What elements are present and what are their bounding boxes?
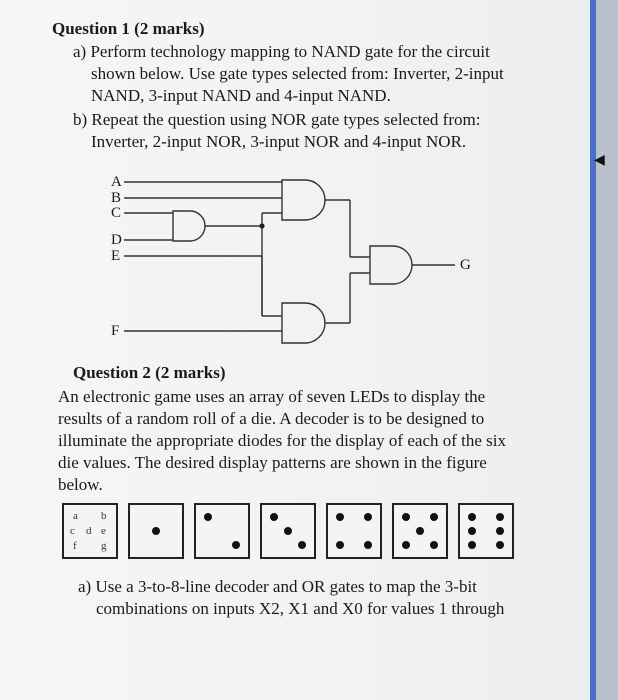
background-strip	[596, 0, 618, 700]
input-label-f: F	[111, 323, 120, 339]
and-gate-lower	[282, 303, 325, 343]
q1-part-a-line1: a) Perform technology mapping to NAND gate for the circuit	[73, 42, 490, 61]
input-label-e: E	[111, 248, 121, 264]
led-label-e: e	[101, 525, 106, 537]
led-label-d: d	[86, 525, 92, 537]
die-face-6	[458, 503, 514, 559]
input-label-a: A	[111, 174, 122, 190]
and-gate-output	[370, 246, 412, 284]
led-label-f: f	[73, 540, 77, 552]
q2-paragraph-line5: below.	[58, 475, 103, 494]
led-label-c: c	[70, 525, 75, 537]
die-face-5	[392, 503, 448, 559]
and-gate-upper	[282, 180, 325, 220]
q2-part-a-line2: combinations on inputs X2, X1 and X0 for values 1 through	[96, 599, 505, 618]
q2-paragraph-line2: results of a random roll of a die. A decoder is to be designed to	[58, 409, 485, 428]
output-label-g: G	[460, 257, 471, 273]
and-gate-cd	[173, 211, 205, 241]
q1-part-a-line2: shown below. Use gate types selected from: Inverter, 2-input	[91, 64, 504, 83]
led-label-b: b	[101, 510, 107, 522]
led-label-a: a	[73, 510, 78, 522]
input-label-d: D	[111, 232, 122, 248]
input-label-c: C	[111, 205, 122, 221]
die-face-1	[128, 503, 184, 559]
die-face-4	[326, 503, 382, 559]
q2-paragraph-line3: illuminate the appropriate diodes for the display of each of the six	[58, 431, 507, 450]
q2-part-a-line1: a) Use a 3-to-8-line decoder and OR gates to map the 3-bit	[78, 577, 477, 596]
die-patterns-figure	[62, 503, 524, 561]
q2-title: Question 2 (2 marks)	[73, 363, 226, 382]
q1-part-b-line2: Inverter, 2-input NOR, 3-input NOR and 4-input NOR.	[91, 132, 467, 151]
led-label-g: g	[101, 540, 107, 552]
die-face-2	[194, 503, 250, 559]
q1-title: Question 1 (2 marks)	[52, 19, 205, 38]
mouse-pointer-icon: ◀	[594, 153, 605, 168]
q1-part-a-line3: NAND, 3-input NAND and 4-input NAND.	[91, 86, 391, 105]
input-label-b: B	[111, 190, 122, 206]
logic-circuit-diagram	[0, 0, 590, 360]
q1-part-b-line1: b) Repeat the question using NOR gate types selected from:	[73, 110, 481, 129]
q2-paragraph-line4: die values. The desired display patterns are shown in the figure	[58, 453, 487, 472]
die-face-3	[260, 503, 316, 559]
q2-paragraph-line1: An electronic game uses an array of seven LEDs to display the	[58, 387, 486, 406]
led-layout-key	[62, 503, 118, 559]
